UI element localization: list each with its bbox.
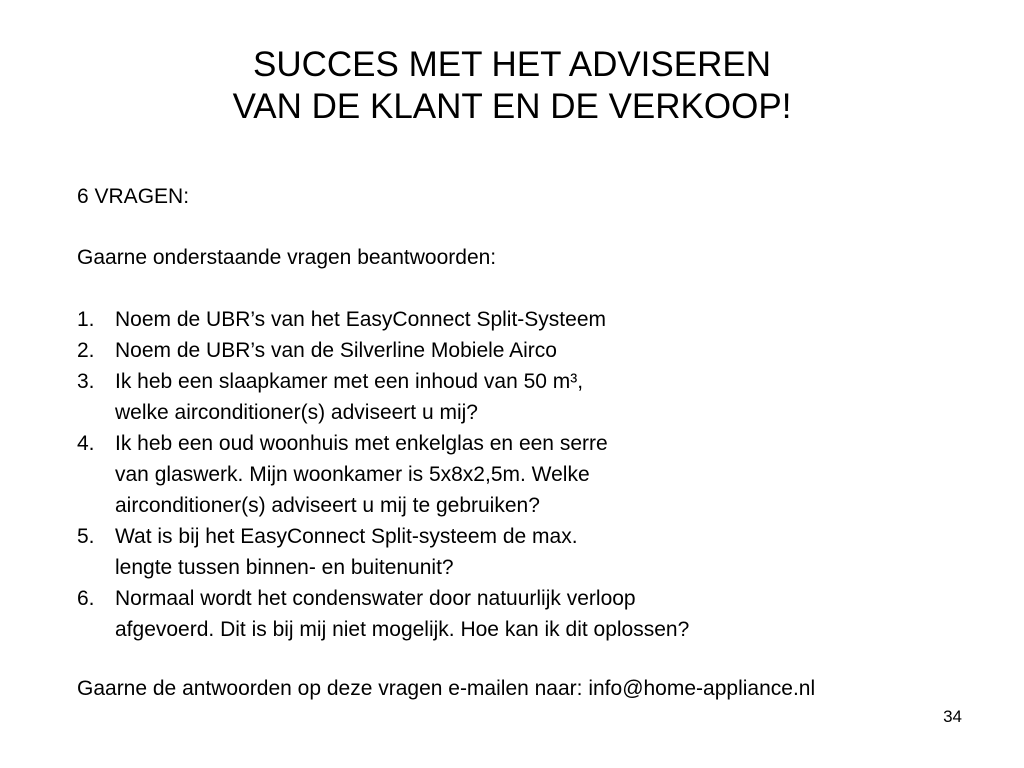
question-text-line: airconditioner(s) adviseert u mij te gebruiken?	[115, 494, 540, 517]
question-text-line: Noem de UBR’s van het EasyConnect Split-Systeem	[115, 308, 606, 331]
question-number: 5.	[77, 525, 95, 548]
question-text-line: welke airconditioner(s) adviseert u mij?	[115, 401, 478, 424]
question-item-6	[77, 583, 997, 645]
question-text-line: Ik heb een slaapkamer met een inhoud van 50 m³,	[115, 370, 584, 393]
question-number: 6.	[77, 587, 95, 610]
question-text-line: lengte tussen binnen- en buitenunit?	[115, 556, 454, 579]
question-item-3	[77, 366, 997, 428]
question-number: 3.	[77, 370, 95, 393]
question-number: 4.	[77, 432, 95, 455]
questions-list	[77, 304, 997, 645]
questions-intro: Gaarne onderstaande vragen beantwoorden:	[77, 246, 497, 269]
question-item-4	[77, 428, 997, 521]
question-text-line: van glaswerk. Mijn woonkamer is 5x8x2,5m. Welke	[115, 463, 590, 486]
question-text-line: Wat is bij het EasyConnect Split-systeem de max.	[115, 525, 578, 548]
question-item-5	[77, 521, 997, 583]
slide-title-line-1: SUCCES MET HET ADVISEREN	[253, 45, 771, 84]
slide-title	[0, 44, 1024, 128]
email-instruction: Gaarne de antwoorden op deze vragen e-mailen naar: info@home-appliance.nl	[77, 677, 816, 700]
question-text-line: Ik heb een oud woonhuis met enkelglas en een serre	[115, 432, 608, 455]
question-item-2	[77, 335, 997, 366]
slide-page-number: 34	[943, 707, 962, 726]
question-item-1	[77, 304, 997, 335]
question-number: 2.	[77, 339, 95, 362]
question-text-line: Noem de UBR’s van de Silverline Mobiele Airco	[115, 339, 557, 362]
question-text-line: afgevoerd. Dit is bij mij niet mogelijk. Hoe kan ik dit oplossen?	[115, 618, 690, 641]
question-text-line: Normaal wordt het condenswater door natuurlijk verloop	[115, 587, 636, 610]
slide-title-line-2: VAN DE KLANT EN DE VERKOOP!	[232, 87, 792, 126]
question-number: 1.	[77, 308, 95, 331]
questions-heading: 6 VRAGEN:	[77, 185, 190, 208]
